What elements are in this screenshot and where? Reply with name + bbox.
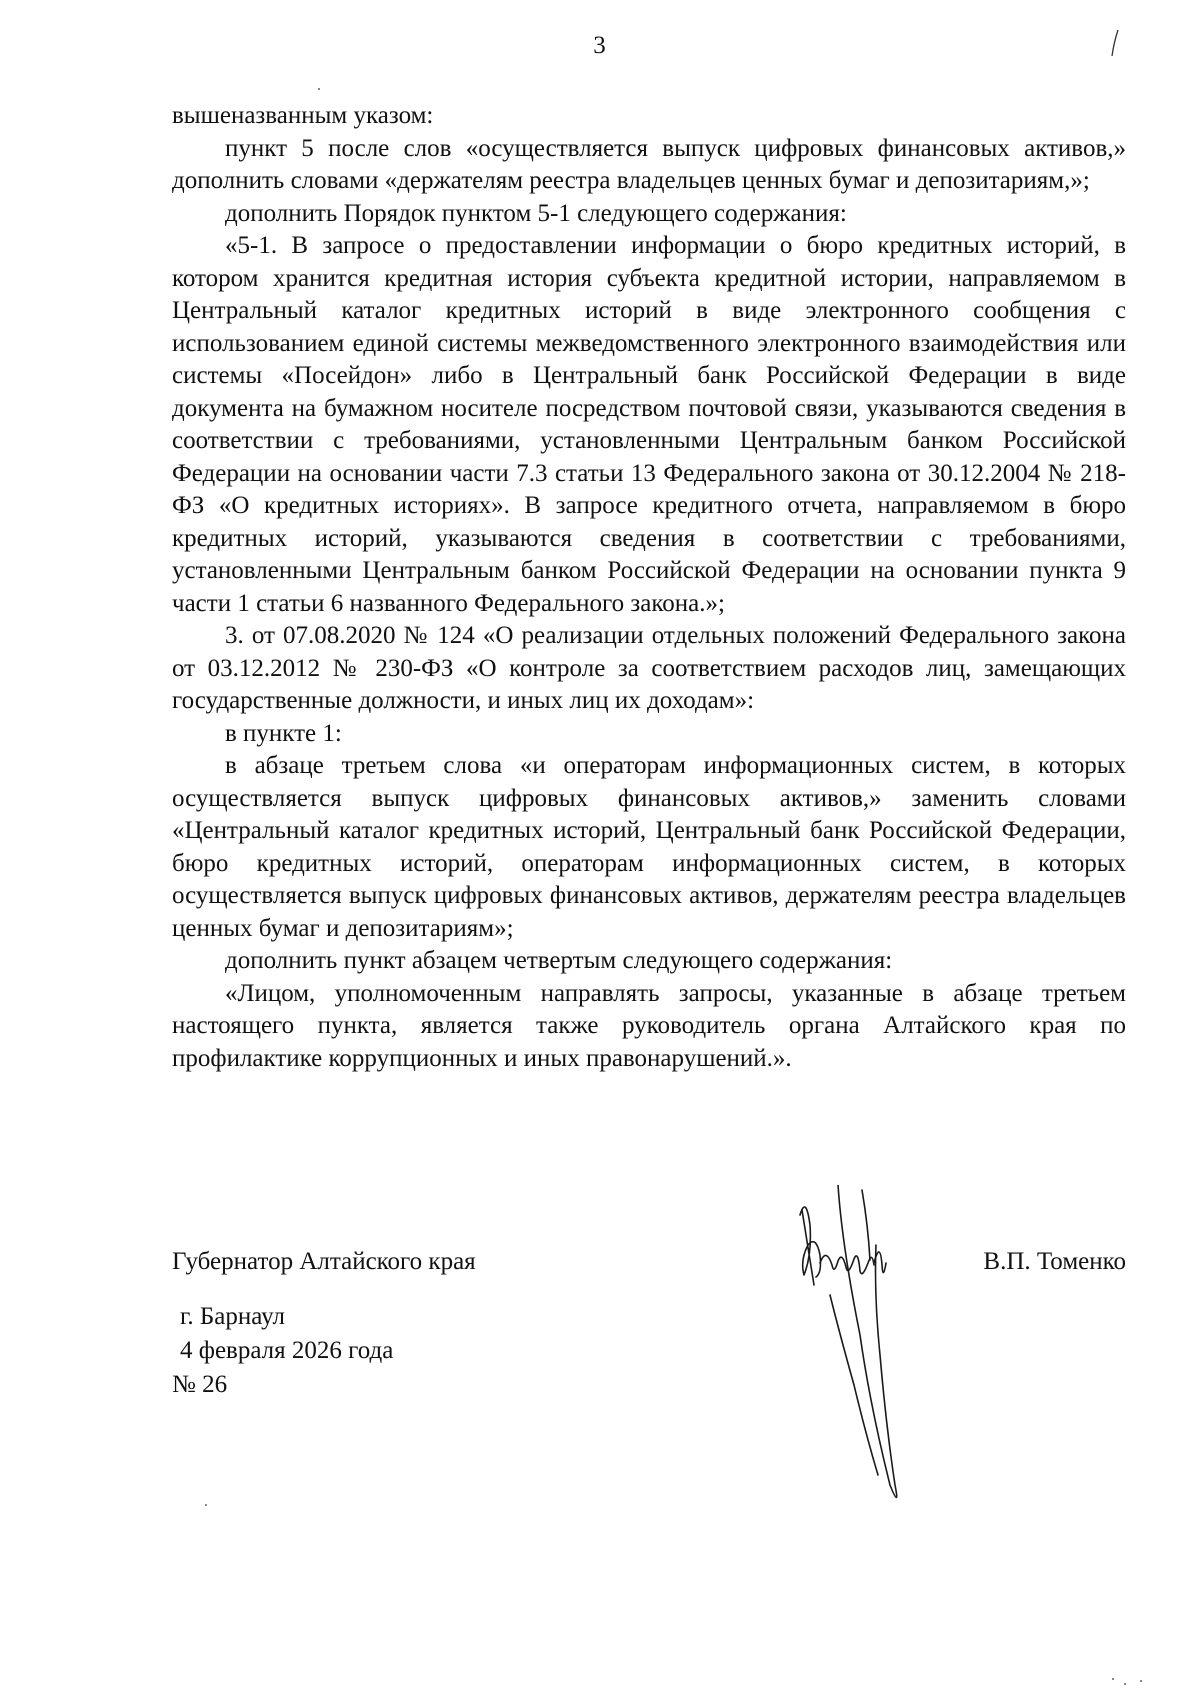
paragraph: пункт 5 после слов «осуществляется выпуск цифровых финансовых активов,» дополнить словами «держателям реестра владельцев ценных бумаг и депозитариям,»; xyxy=(172,134,1126,194)
paragraph: дополнить пункт абзацем четвертым следующего содержания: xyxy=(225,947,893,974)
corner-pen-mark xyxy=(1108,28,1122,58)
issue-date: 4 февраля 2026 года xyxy=(180,1337,394,1364)
paragraph: «5-1. В запросе о предоставлении информации о бюро кредитных историй, в котором хранится кредитная история субъекта кредитной истории, направляемом в Центральный каталог кредитных историй в виде электронного сообщения с использованием единой системы межведомственного электронного взаимодействия или системы «Посейдон» либо в Центральный банк Российской Федерации в виде документа на бумажном носителе посредством почтовой связи, указываются сведения в соответствии с требованиями, установленными Центральным банком Российской Федерации на основании части 7.3 статьи 13 Федерального закона от 30.12.2004 № 218-ФЗ «О кредитных историях». В запросе кредитного отчета, направляемом в бюро кредитных историй, указываются сведения в соответствии с требованиями, установленными Центральным банком Российской Федерации на основании пункта 9 части 1 статьи 6 названного Федерального закона.»; xyxy=(172,232,1126,617)
signatory-position: Губернатор Алтайского края xyxy=(172,1248,476,1275)
paragraph: 3. от 07.08.2020 № 124 «О реализации отдельных положений Федерального закона от 03.12.2012 № 230-ФЗ «О контроле за соответствием расходов лиц, замещающих государственные должности, и иных лиц их доходам»: xyxy=(172,622,1126,714)
paragraph: «Лицом, уполномоченным направлять запросы, указанные в абзаце третьем настоящего пункта, является также руководитель органа Алтайского края по профилактике коррупционных и иных правонарушений.». xyxy=(172,979,1126,1072)
scan-speck xyxy=(1112,1678,1114,1680)
signatory-name: В.П. Томенко xyxy=(983,1248,1126,1275)
scan-speck xyxy=(318,88,320,90)
document-body xyxy=(172,100,1126,1075)
handwritten-signature xyxy=(790,1185,990,1515)
paragraph: вышеназванным указом: xyxy=(172,102,434,129)
issue-details xyxy=(172,1300,393,1402)
issue-number: № 26 xyxy=(172,1371,228,1398)
scan-speck xyxy=(205,1504,207,1506)
page-number: 3 xyxy=(593,32,607,59)
scan-speck xyxy=(1140,1680,1142,1682)
scan-speck xyxy=(1124,1683,1126,1685)
paragraph: дополнить Порядок пунктом 5-1 следующего содержания: xyxy=(225,199,847,227)
paragraph: в пункте 1: xyxy=(225,719,342,747)
paragraph: в абзаце третьем слова «и операторам информационных систем, в которых осуществляется выпуск цифровых финансовых активов,» заменить словами «Центральный каталог кредитных историй, Центральный банк Российской Федерации, бюро кредитных историй, операторам информационных систем, в которых осуществляется выпуск цифровых финансовых активов, держателям реестра владельцев ценных бумаг и депозитариям»; xyxy=(172,752,1126,942)
issue-city: г. Барнаул xyxy=(180,1303,285,1330)
